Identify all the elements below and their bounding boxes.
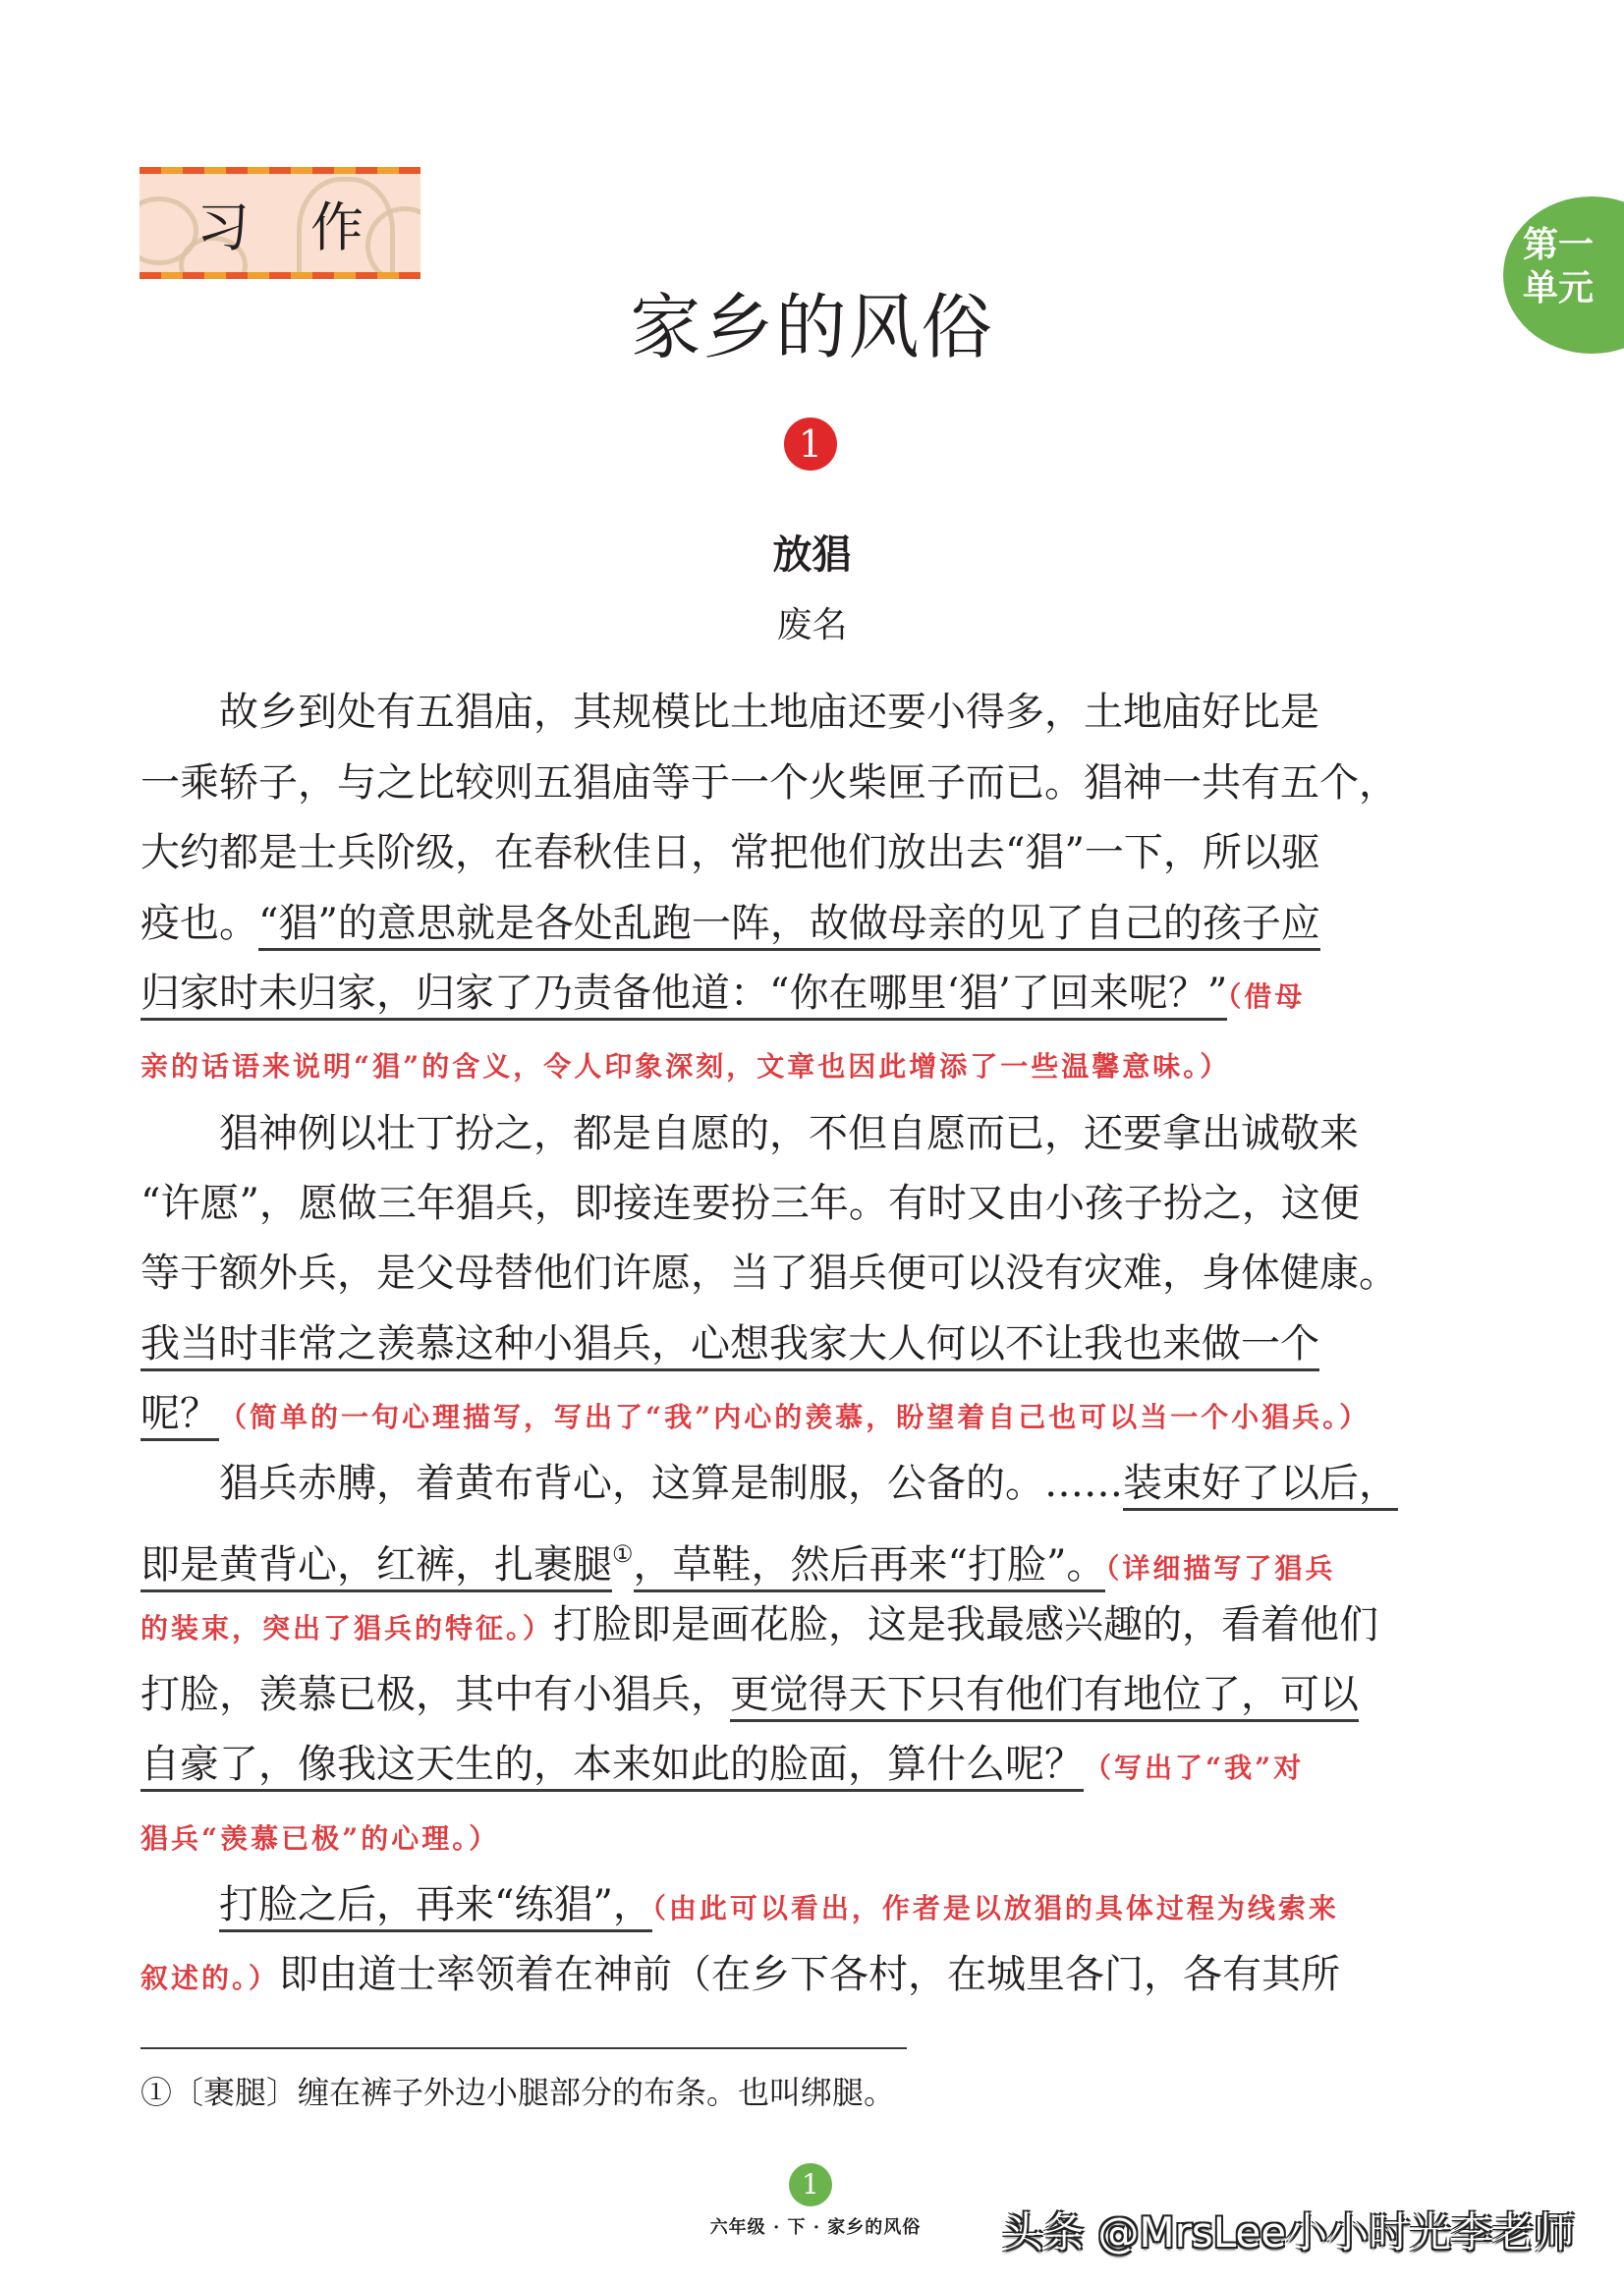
underlined-text: 装束好了以后， bbox=[1123, 1461, 1398, 1511]
text-line bbox=[140, 755, 1484, 810]
body-text: 大约都是士兵阶级，在春秋佳日，常把他们放出去“猖”一下，所以驱 bbox=[140, 830, 1320, 875]
underlined-text: 自豪了，像我这天生的，本来如此的脸面，算什么呢？ bbox=[140, 1742, 1084, 1792]
annotation-note: 亲的话语来说明“猖”的含义，令人印象深刻，文章也因此增添了一些温馨意味。） bbox=[140, 1050, 1231, 1083]
underlined-text: 呢？ bbox=[140, 1391, 219, 1441]
text-line bbox=[140, 1808, 1484, 1863]
example-number-badge: 1 bbox=[784, 418, 837, 471]
text-line bbox=[140, 896, 1484, 951]
annotation-note: （详细描写了猖兵 bbox=[1105, 1552, 1336, 1585]
unit-line-2: 单元 bbox=[1523, 268, 1595, 308]
body-text: 一乘轿子，与之比较则五猖庙等于一个火柴匣子而已。猖神一共有五个， bbox=[140, 760, 1398, 806]
section-badge-label bbox=[140, 167, 420, 279]
underlined-text: 归家时未归家，归家了乃责备他道：“你在哪里‘猖’了回来呢？” bbox=[140, 971, 1227, 1021]
body-text: 打脸即是画花脸，这是我最感兴趣的，看着他们 bbox=[553, 1602, 1379, 1647]
text-line bbox=[140, 825, 1484, 880]
footnote: ①〔裹腿〕缠在裤子外边小腿部分的布条。也叫绑腿。 bbox=[140, 2074, 896, 2111]
underlined-text: 即是黄背心，红裤，扎裹腿 bbox=[140, 1542, 612, 1592]
section-label-char-1: 习 bbox=[196, 195, 250, 258]
text-line bbox=[140, 685, 1484, 740]
footnote-marker: ① bbox=[612, 1540, 634, 1568]
text-line bbox=[140, 1527, 1484, 1588]
text-line bbox=[140, 1106, 1484, 1161]
text-line bbox=[140, 1316, 1484, 1371]
annotation-note: （由此可以看出，作者是以放猖的具体过程为线索来 bbox=[651, 1892, 1339, 1924]
text-line bbox=[140, 1176, 1484, 1231]
unit-line-1: 第一 bbox=[1523, 225, 1595, 265]
body-text: 疫也。 bbox=[140, 901, 258, 946]
body-text: 即由道士率领着在神前（在乡下各村，在城里各门，各有其所 bbox=[279, 1952, 1341, 1997]
body-text: 猖兵赤膊，着黄布背心，这算是制服，公备的。…… bbox=[140, 1461, 1123, 1506]
underlined-text: 更觉得天下只有他们有地位了，可以 bbox=[730, 1672, 1359, 1722]
annotation-note: 猖兵“羡慕已极”的心理。） bbox=[140, 1822, 500, 1855]
annotation-note: （借母 bbox=[1227, 980, 1306, 1013]
watermark: 头条 @MrsLee小小时光李老师 bbox=[1002, 2208, 1576, 2257]
underlined-text: “猖”的意思就是各处乱跑一阵，故做母亲的见了自己的孩子应 bbox=[258, 901, 1320, 951]
annotation-note: （写出了“我”对 bbox=[1084, 1752, 1305, 1784]
article-title: 放猖 bbox=[772, 532, 852, 578]
body-text: “许愿”，愿做三年猖兵，即接连要扮三年。有时又由小孩子扮之，这便 bbox=[140, 1181, 1360, 1226]
underlined-text: ，草鞋，然后再来“打脸”。 bbox=[634, 1542, 1106, 1592]
annotation-note: （简单的一句心理描写，写出了“我”内心的羡慕，盼望着自己也可以当一个小猖兵。） bbox=[219, 1401, 1371, 1433]
text-line bbox=[140, 966, 1484, 1021]
body-text: 等于额外兵，是父母替他们许愿，当了猖兵便可以没有灾难，身体健康。 bbox=[140, 1251, 1398, 1296]
underlined-text: 我当时非常之羡慕这种小猖兵，心想我家大人何以不让我也来做一个 bbox=[140, 1321, 1319, 1371]
page-title: 家乡的风俗 bbox=[630, 286, 994, 368]
footer-caption: 六年级 · 下 · 家乡的风俗 bbox=[709, 2217, 922, 2238]
section-badge bbox=[140, 167, 420, 279]
body-text: 打脸，羡慕已极，其中有小猖兵， bbox=[140, 1672, 730, 1717]
annotation-note: 的装束，突出了猖兵的特征。） bbox=[140, 1612, 554, 1644]
text-line bbox=[140, 1597, 1484, 1652]
annotation-note: 叙述的。） bbox=[140, 1962, 280, 1994]
body-text: 故乡到处有五猖庙，其规模比土地庙还要小得多，土地庙好比是 bbox=[140, 690, 1319, 735]
text-line bbox=[140, 1737, 1484, 1792]
text-line bbox=[140, 1667, 1484, 1722]
underlined-text: 打脸之后，再来“练猖”， bbox=[219, 1882, 652, 1932]
text-line bbox=[140, 1877, 1484, 1932]
text-line bbox=[140, 1947, 1484, 2002]
text-line bbox=[140, 1246, 1484, 1301]
body-text: 猖神例以壮丁扮之，都是自愿的，不但自愿而已，还要拿出诚敬来 bbox=[140, 1111, 1359, 1156]
section-label-char-2: 作 bbox=[310, 195, 364, 258]
text-line bbox=[140, 1386, 1484, 1441]
article-author: 废名 bbox=[776, 605, 848, 645]
footnote-divider bbox=[140, 2047, 907, 2049]
body-text bbox=[140, 1882, 219, 1927]
page-number-badge: 1 bbox=[789, 2163, 832, 2206]
text-line bbox=[140, 1035, 1484, 1090]
text-line bbox=[140, 1456, 1484, 1511]
